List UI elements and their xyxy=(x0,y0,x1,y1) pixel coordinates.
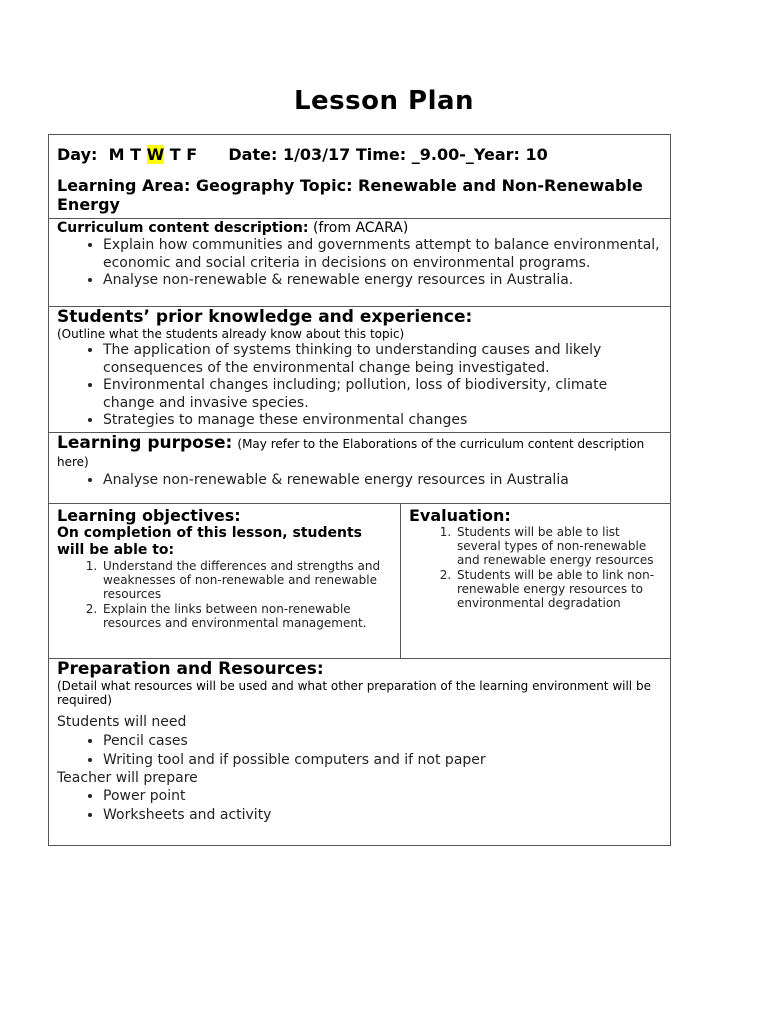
curriculum-note: (from ACARA) xyxy=(312,220,409,236)
header-row xyxy=(49,135,670,219)
learning-area: Learning Area: Geography Topic: Renewable and Non-Renewable Energy xyxy=(57,176,643,214)
day-label: Day: xyxy=(57,145,98,164)
page-title: Lesson Plan xyxy=(293,86,475,116)
list-item: 2. Students will be able to link non- renewable energy resources to environmental degradation xyxy=(455,568,662,611)
learning-purpose-row xyxy=(49,433,670,504)
teacher-list xyxy=(57,787,662,825)
purpose-heading: Learning purpose: xyxy=(57,433,233,453)
day-letter-w-highlighted: W xyxy=(146,145,165,164)
students-label: Students will need xyxy=(57,714,187,730)
purpose-note: (May refer to the Elaborations of the curriculum content description here) xyxy=(57,437,645,469)
teacher-label: Teacher will prepare xyxy=(57,770,198,786)
list-item: • Writing tool and if possible computers and if not paper xyxy=(103,751,662,770)
preparation-note: (Detail what resources will be used and what other preparation of the learning environment will be required) xyxy=(57,679,651,707)
evaluation-list xyxy=(409,525,662,610)
curriculum-row xyxy=(49,219,670,307)
list-item: • Explain how communities and governments attempt to balance environmental, economic and social criteria in decisions on environmental programs. xyxy=(103,237,662,272)
day-letter-t2: T xyxy=(169,145,181,164)
date-time-year: Date: 1/03/17 Time: _9.00-_Year: 10 xyxy=(228,145,548,164)
list-item: • Power point xyxy=(103,787,662,806)
evaluation-cell xyxy=(401,504,670,658)
list-item: 1. Students will be able to list several types of non-renewable and renewable energy resources xyxy=(455,525,662,568)
curriculum-list xyxy=(57,237,662,290)
students-list xyxy=(57,732,662,770)
objectives-list xyxy=(57,559,392,630)
prior-note: (Outline what the students already know about this topic) xyxy=(57,327,405,341)
list-item: • Pencil cases xyxy=(103,732,662,751)
preparation-row xyxy=(49,659,670,845)
list-item: • Environmental changes including; pollution, loss of biodiversity, climate change and invasive species. xyxy=(103,377,662,412)
list-item: 2. Explain the links between non-renewable resources and environmental management. xyxy=(101,602,392,630)
day-letter-t: T xyxy=(130,145,141,164)
day-letter-f: F xyxy=(186,145,198,164)
list-item: • Worksheets and activity xyxy=(103,806,662,825)
prior-knowledge-row xyxy=(49,307,670,433)
objectives-subheading: On completion of this lesson, students will be able to: xyxy=(57,525,362,558)
prior-heading: Students’ prior knowledge and experience: xyxy=(57,307,473,327)
objectives-heading: Learning objectives: xyxy=(57,506,241,525)
lesson-plan-table xyxy=(48,134,671,846)
evaluation-heading: Evaluation: xyxy=(409,506,511,525)
list-item: • Analyse non-renewable & renewable energy resources in Australia xyxy=(103,472,662,490)
prior-list xyxy=(57,342,662,430)
purpose-list xyxy=(57,472,662,490)
list-item: • Strategies to manage these environmental changes xyxy=(103,412,662,430)
list-item: • The application of systems thinking to understanding causes and likely consequences of the environmental change being investigated. xyxy=(103,342,662,377)
curriculum-heading: Curriculum content description: xyxy=(57,220,309,236)
list-item: 1. Understand the differences and strengths and weaknesses of non-renewable and renewable resources xyxy=(101,559,392,602)
day-letter-m: M xyxy=(108,145,125,164)
objectives-evaluation-row xyxy=(49,504,670,659)
objectives-cell xyxy=(49,504,401,658)
day-line xyxy=(57,145,662,164)
preparation-heading: Preparation and Resources: xyxy=(57,659,324,679)
list-item: • Analyse non-renewable & renewable energy resources in Australia. xyxy=(103,272,662,290)
